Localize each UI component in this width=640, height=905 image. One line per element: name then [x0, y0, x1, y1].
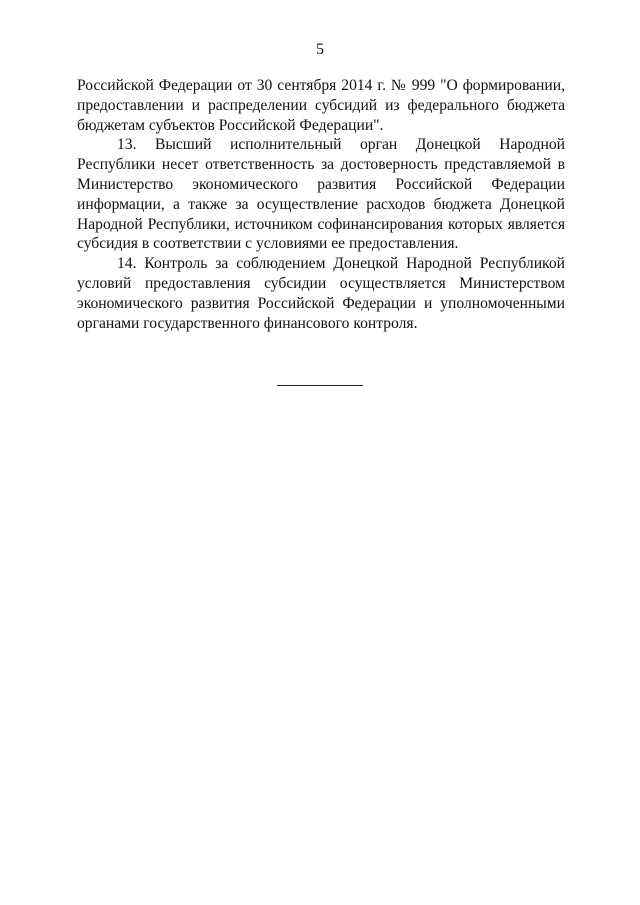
document-body	[77, 76, 565, 333]
end-of-document-rule	[277, 385, 363, 386]
paragraph-14: 14. Контроль за соблюдением Донецкой Народной Республикой условий предоставления субсидии осуществляется Министерством экономического развития Российской Федерации и уполномоченными органами государственного финансового контроля.	[77, 255, 565, 332]
paragraph-continuation: Российской Федерации от 30 сентября 2014 г. № 999 "О формировании, предоставлении и распределении субсидий из федерального бюджета бюджетам субъектов Российской Федерации".	[77, 77, 565, 134]
paragraph-13: 13. Высший исполнительный орган Донецкой Народной Республики несет ответственность за достоверность представляемой в Министерство экономического развития Российской Федерации информации, а также за осуществление расходов бюджета Донецкой Народной Республики, источником софинансирования которых является субсидия в соответствии с условиями ее предоставления.	[77, 136, 565, 253]
page-number: 5	[316, 41, 324, 58]
